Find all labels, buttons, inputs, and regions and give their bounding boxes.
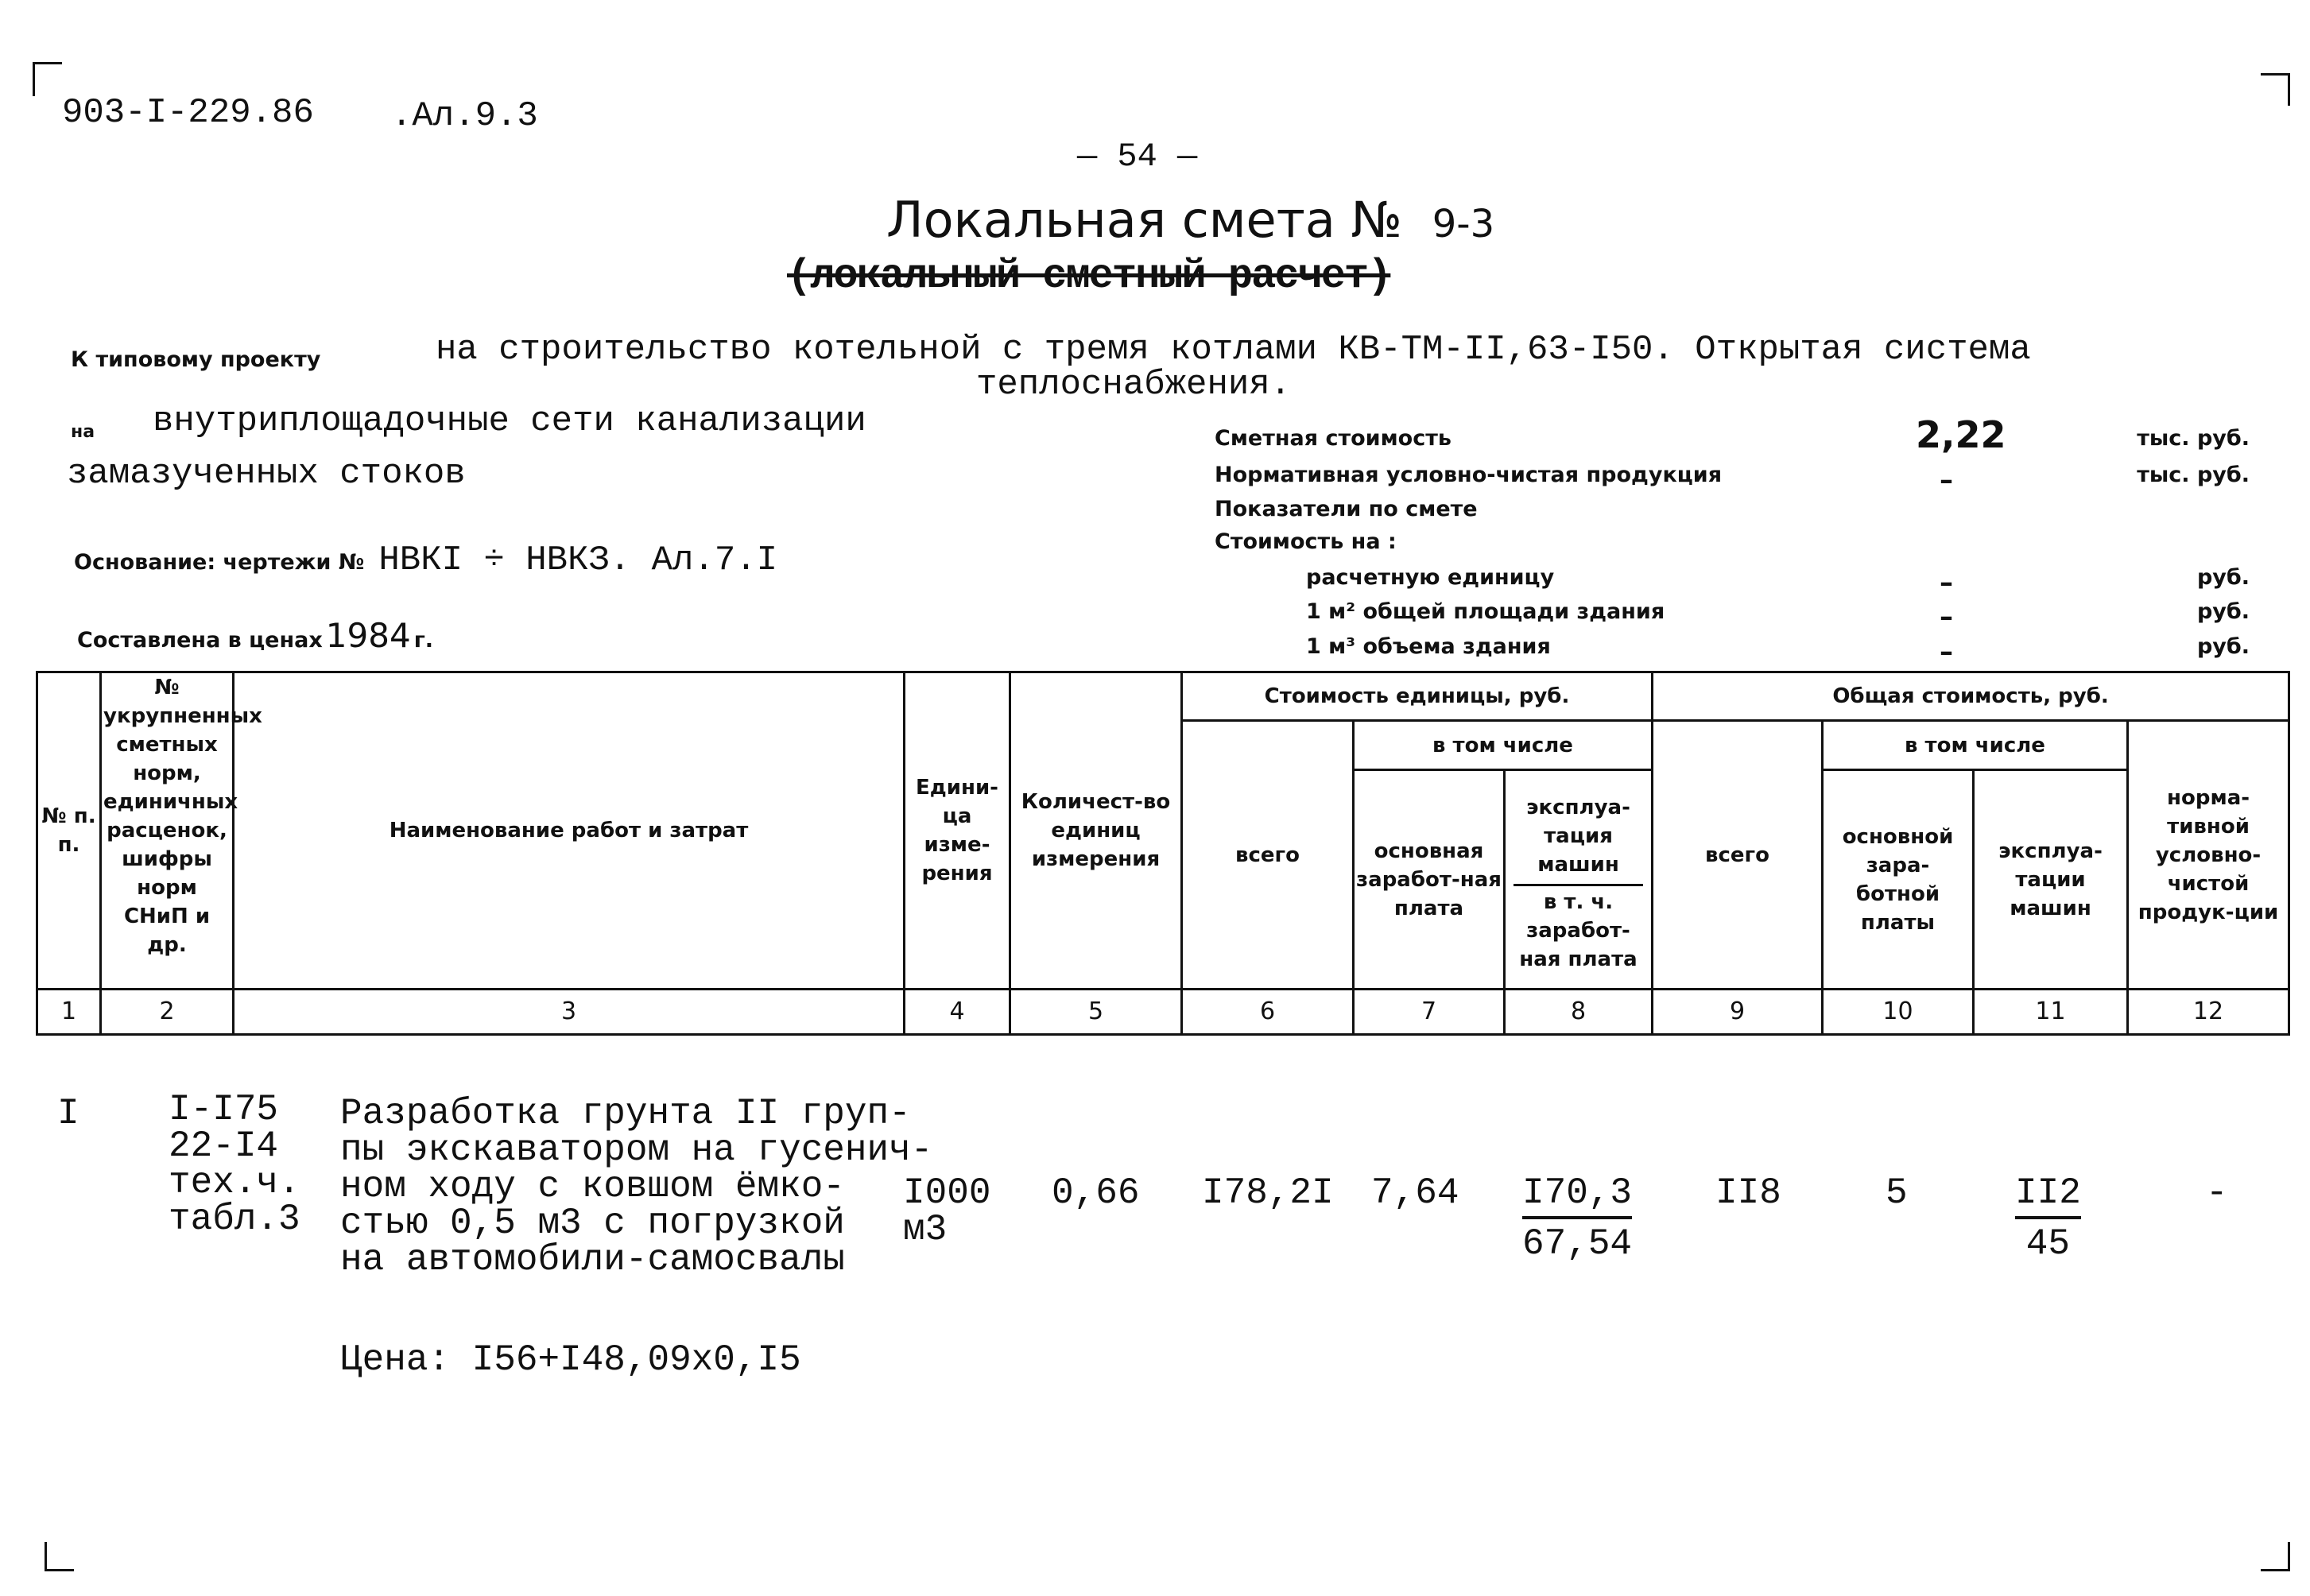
header-num: № п. п. [37,672,101,990]
header-total-cost: Общая стоимость, руб. [1653,672,2289,721]
row-unit-total: I78,2I [1202,1172,1334,1214]
corner-mark-top-left [33,62,62,96]
prices-suffix: г. [413,628,434,653]
page-title-number: 9-3 [1432,202,1495,246]
row-norm-line: 22-I4 [169,1125,279,1167]
subtitle-struck: (локальный сметный расчет) [787,253,1391,300]
summary-value: – [1940,567,1953,598]
basis-value: НВКI ÷ НВКЗ. Ал.7.I [378,540,778,580]
summary-label: 1 м³ объема здания [1306,634,1551,659]
header-unit-all: всего [1182,721,1354,990]
row-total-wage: 5 [1886,1172,1908,1214]
row-normative: - [2206,1172,2228,1214]
header-machines-total: эксплуа-тации машин [1974,770,2128,990]
summary-label: Сметная стоимость [1215,426,1452,451]
column-number: 7 [1354,990,1505,1035]
header-machines-wage: в т. ч. заработ-ная плата [1514,884,1643,974]
column-number: 11 [1974,990,2128,1035]
row-num: I [57,1093,79,1134]
row-name-line: пы экскаватором на гусенич- [340,1129,933,1171]
column-number: 9 [1653,990,1823,1035]
header-machines-text: эксплуа-тация машин [1526,796,1630,877]
row-unit-machines-numerator: I70,3 [1522,1175,1632,1219]
prices-label: Составлена в ценах [77,628,323,653]
column-number: 12 [2128,990,2289,1035]
summary-unit: руб. [2196,599,2250,624]
summary-label: расчетную единицу [1306,565,1555,590]
header-normative: норма-тивной условно-чистой продук-ции [2128,721,2289,990]
row-price-note: Цена: I56+I48,09x0,I5 [340,1339,801,1381]
summary-label: Стоимость на : [1215,529,1397,554]
object-value-line1: внутриплощадочные сети канализации [153,401,866,441]
row-unit-machines [1522,1172,1633,1265]
page-title [886,191,1494,249]
header-unit-incl: в том числе [1354,721,1653,770]
row-unit-line: I000 [903,1172,991,1214]
summary-unit: руб. [2196,634,2250,659]
row-unit-line: м3 [903,1209,948,1250]
header-norm: № укрупненных сметных норм, единичных расценок, шифры норм СНиП и др. [101,672,234,990]
page-number: — 54 — [1077,138,1198,176]
summary-label: Показатели по смете [1215,497,1478,521]
summary-unit: тыс. руб. [2137,426,2250,451]
object-label: на [71,422,95,442]
row-total-machines-denominator: 45 [2025,1223,2071,1265]
summary-value: – [1940,601,1953,633]
header-base-wage-total: основной зара-ботной платы [1823,770,1974,990]
document-code: 903-I-229.86 [62,93,314,133]
page-title-text: Локальная смета № [886,191,1403,249]
estimate-table-header [36,671,2290,1036]
summary-unit: руб. [2196,565,2250,590]
corner-mark-top-right [2261,73,2290,106]
row-unit-machines-denominator: 67,54 [1522,1223,1633,1265]
column-number: 4 [905,990,1010,1035]
row-norm-line: I-I75 [169,1089,279,1130]
prices-basis [77,616,433,655]
prices-year: 1984 [325,616,411,655]
column-number: 10 [1823,990,1974,1035]
summary-value: 2,22 [1916,413,2006,456]
album-code: .Ал.9.3 [391,96,538,136]
column-number: 6 [1182,990,1354,1035]
summary-label: 1 м² общей площади здания [1306,599,1665,624]
header-base-wage: основная заработ-ная плата [1354,770,1505,990]
column-number: 3 [234,990,905,1035]
project-label: К типовому проекту [71,347,321,372]
column-number-row [37,990,2289,1035]
summary-value: – [1940,636,1953,668]
header-name: Наименование работ и затрат [234,672,905,990]
header-total-incl: в том числе [1823,721,2128,770]
row-total-machines [2015,1172,2081,1265]
row-total: II8 [1715,1172,1781,1214]
header-unit: Едини-ца изме-рения [905,672,1010,990]
column-number: 8 [1505,990,1653,1035]
column-number: 5 [1010,990,1182,1035]
header-unit-cost: Стоимость единицы, руб. [1182,672,1653,721]
column-number: 1 [37,990,101,1035]
basis-label: Основание: чертежи № [74,550,365,575]
corner-mark-bottom-left [45,1542,74,1571]
row-name-line: на автомобили-самосвалы [340,1239,845,1280]
row-norm-line: тех.ч. [169,1162,300,1203]
row-norm-line: табл.3 [169,1199,300,1240]
object-value-line2: замазученных стоков [67,454,466,494]
project-value-line2: теплоснабжения. [976,365,1292,405]
project-value-line1: на строительство котельной с тремя котлами КВ-ТМ-II,63-I50. Открытая система [436,330,2031,370]
row-name-line: стью 0,5 м3 с погрузкой [340,1203,845,1244]
summary-unit: тыс. руб. [2137,463,2250,487]
row-total-machines-numerator: II2 [2015,1175,2081,1219]
header-total-all: всего [1653,721,1823,990]
column-number: 2 [101,990,234,1035]
summary-value: – [1940,464,1953,496]
summary-label: Нормативная условно-чистая продукция [1215,463,1723,487]
row-qty: 0,66 [1052,1172,1140,1214]
corner-mark-bottom-right [2261,1542,2290,1571]
row-unit-wage: 7,64 [1371,1172,1459,1214]
row-name-line: ном ходу с ковшом ёмко- [340,1166,845,1207]
basis [74,540,778,580]
header-machines [1505,770,1653,990]
header-qty: Количест-во единиц измерения [1010,672,1182,990]
row-name-line: Разработка грунта II груп- [340,1093,911,1134]
